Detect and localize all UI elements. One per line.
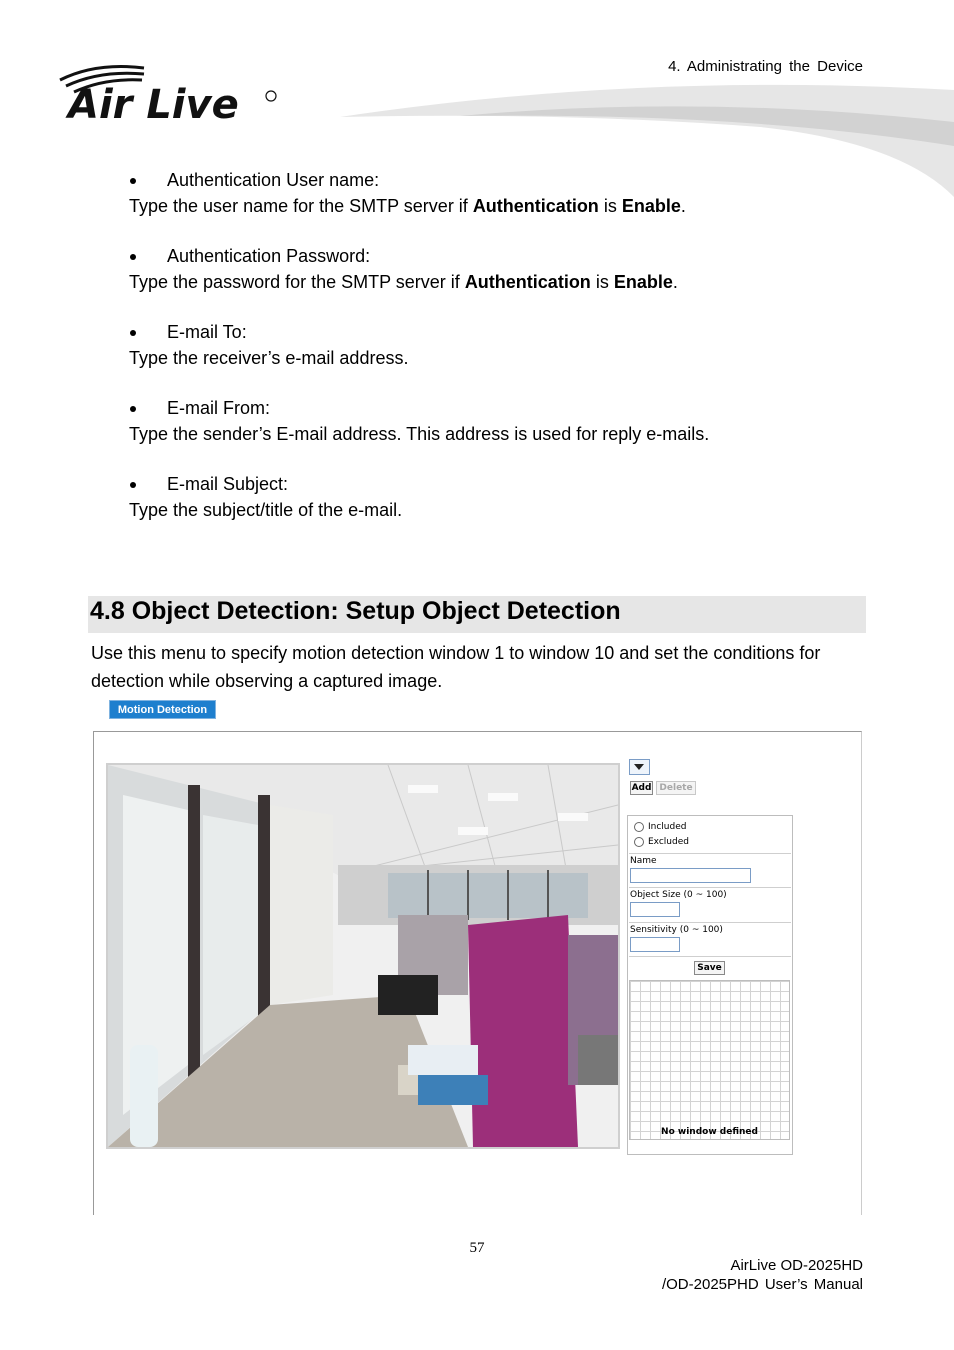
section-title: 4.8 Object Detection: Setup Object Detection (90, 597, 621, 625)
bullet-icon (130, 482, 136, 488)
grid-status-message: No window defined (661, 1127, 758, 1137)
chapter-heading: 4. Administrating the Device (668, 58, 863, 75)
footer-line-1: AirLive OD-2025HD (730, 1257, 863, 1274)
item-description: Type the user name for the SMTP server if Authentication is Enable. (129, 195, 686, 216)
window-select[interactable] (629, 759, 650, 775)
item-heading: E-mail To: (167, 322, 247, 342)
delete-button[interactable]: Delete (656, 781, 696, 795)
list-item (129, 244, 889, 295)
excluded-label: Excluded (648, 837, 689, 847)
object-size-input[interactable] (630, 902, 680, 917)
name-label: Name (630, 856, 657, 866)
included-label: Included (648, 822, 687, 832)
add-button[interactable]: Add (631, 783, 652, 793)
detection-grid[interactable] (629, 980, 790, 1140)
list-item (129, 472, 889, 523)
sensitivity-label: Sensitivity (0 ~ 100) (630, 925, 723, 935)
footer-product (662, 1256, 863, 1294)
settings-description-list (129, 168, 889, 548)
bullet-icon (130, 254, 136, 260)
item-heading: E-mail From: (167, 398, 270, 418)
divider (629, 853, 791, 854)
item-heading: Authentication Password: (167, 246, 371, 266)
airlive-logo (56, 60, 281, 126)
included-radio[interactable] (634, 822, 644, 832)
item-description: Type the password for the SMTP server if Authentication is Enable. (129, 271, 678, 292)
object-size-label: Object Size (0 ~ 100) (630, 890, 727, 900)
list-item (129, 396, 889, 447)
list-item (129, 168, 889, 219)
bullet-icon (130, 330, 136, 336)
list-item (129, 320, 889, 371)
camera-preview (106, 763, 620, 1149)
item-heading: Authentication User name: (167, 170, 380, 190)
divider (629, 922, 791, 923)
section-intro: Use this menu to specify motion detection window 1 to window 10 and set the conditions for detection while observing a captured image. (91, 643, 821, 691)
bullet-icon (130, 406, 136, 412)
excluded-radio[interactable] (634, 837, 644, 847)
divider (629, 956, 791, 957)
footer-line-2: /OD-2025PHD User’s Manual (661, 1276, 863, 1293)
bullet-icon (130, 178, 136, 184)
save-button[interactable]: Save (694, 961, 725, 975)
divider (629, 887, 791, 888)
item-description: Type the subject/title of the e-mail. (129, 499, 403, 520)
item-heading: E-mail Subject: (167, 474, 289, 494)
item-description: Type the sender’s E-mail address. This address is used for reply e-mails. (129, 423, 710, 444)
chevron-down-icon (634, 764, 644, 770)
logo-lettering: Air Live (68, 82, 239, 126)
motion-detection-tab[interactable]: Motion Detection (109, 700, 216, 719)
item-description: Type the receiver’s e-mail address. (129, 347, 409, 368)
sensitivity-input[interactable] (630, 937, 680, 952)
name-input[interactable] (630, 868, 751, 883)
page-number: 57 (469, 1240, 485, 1256)
